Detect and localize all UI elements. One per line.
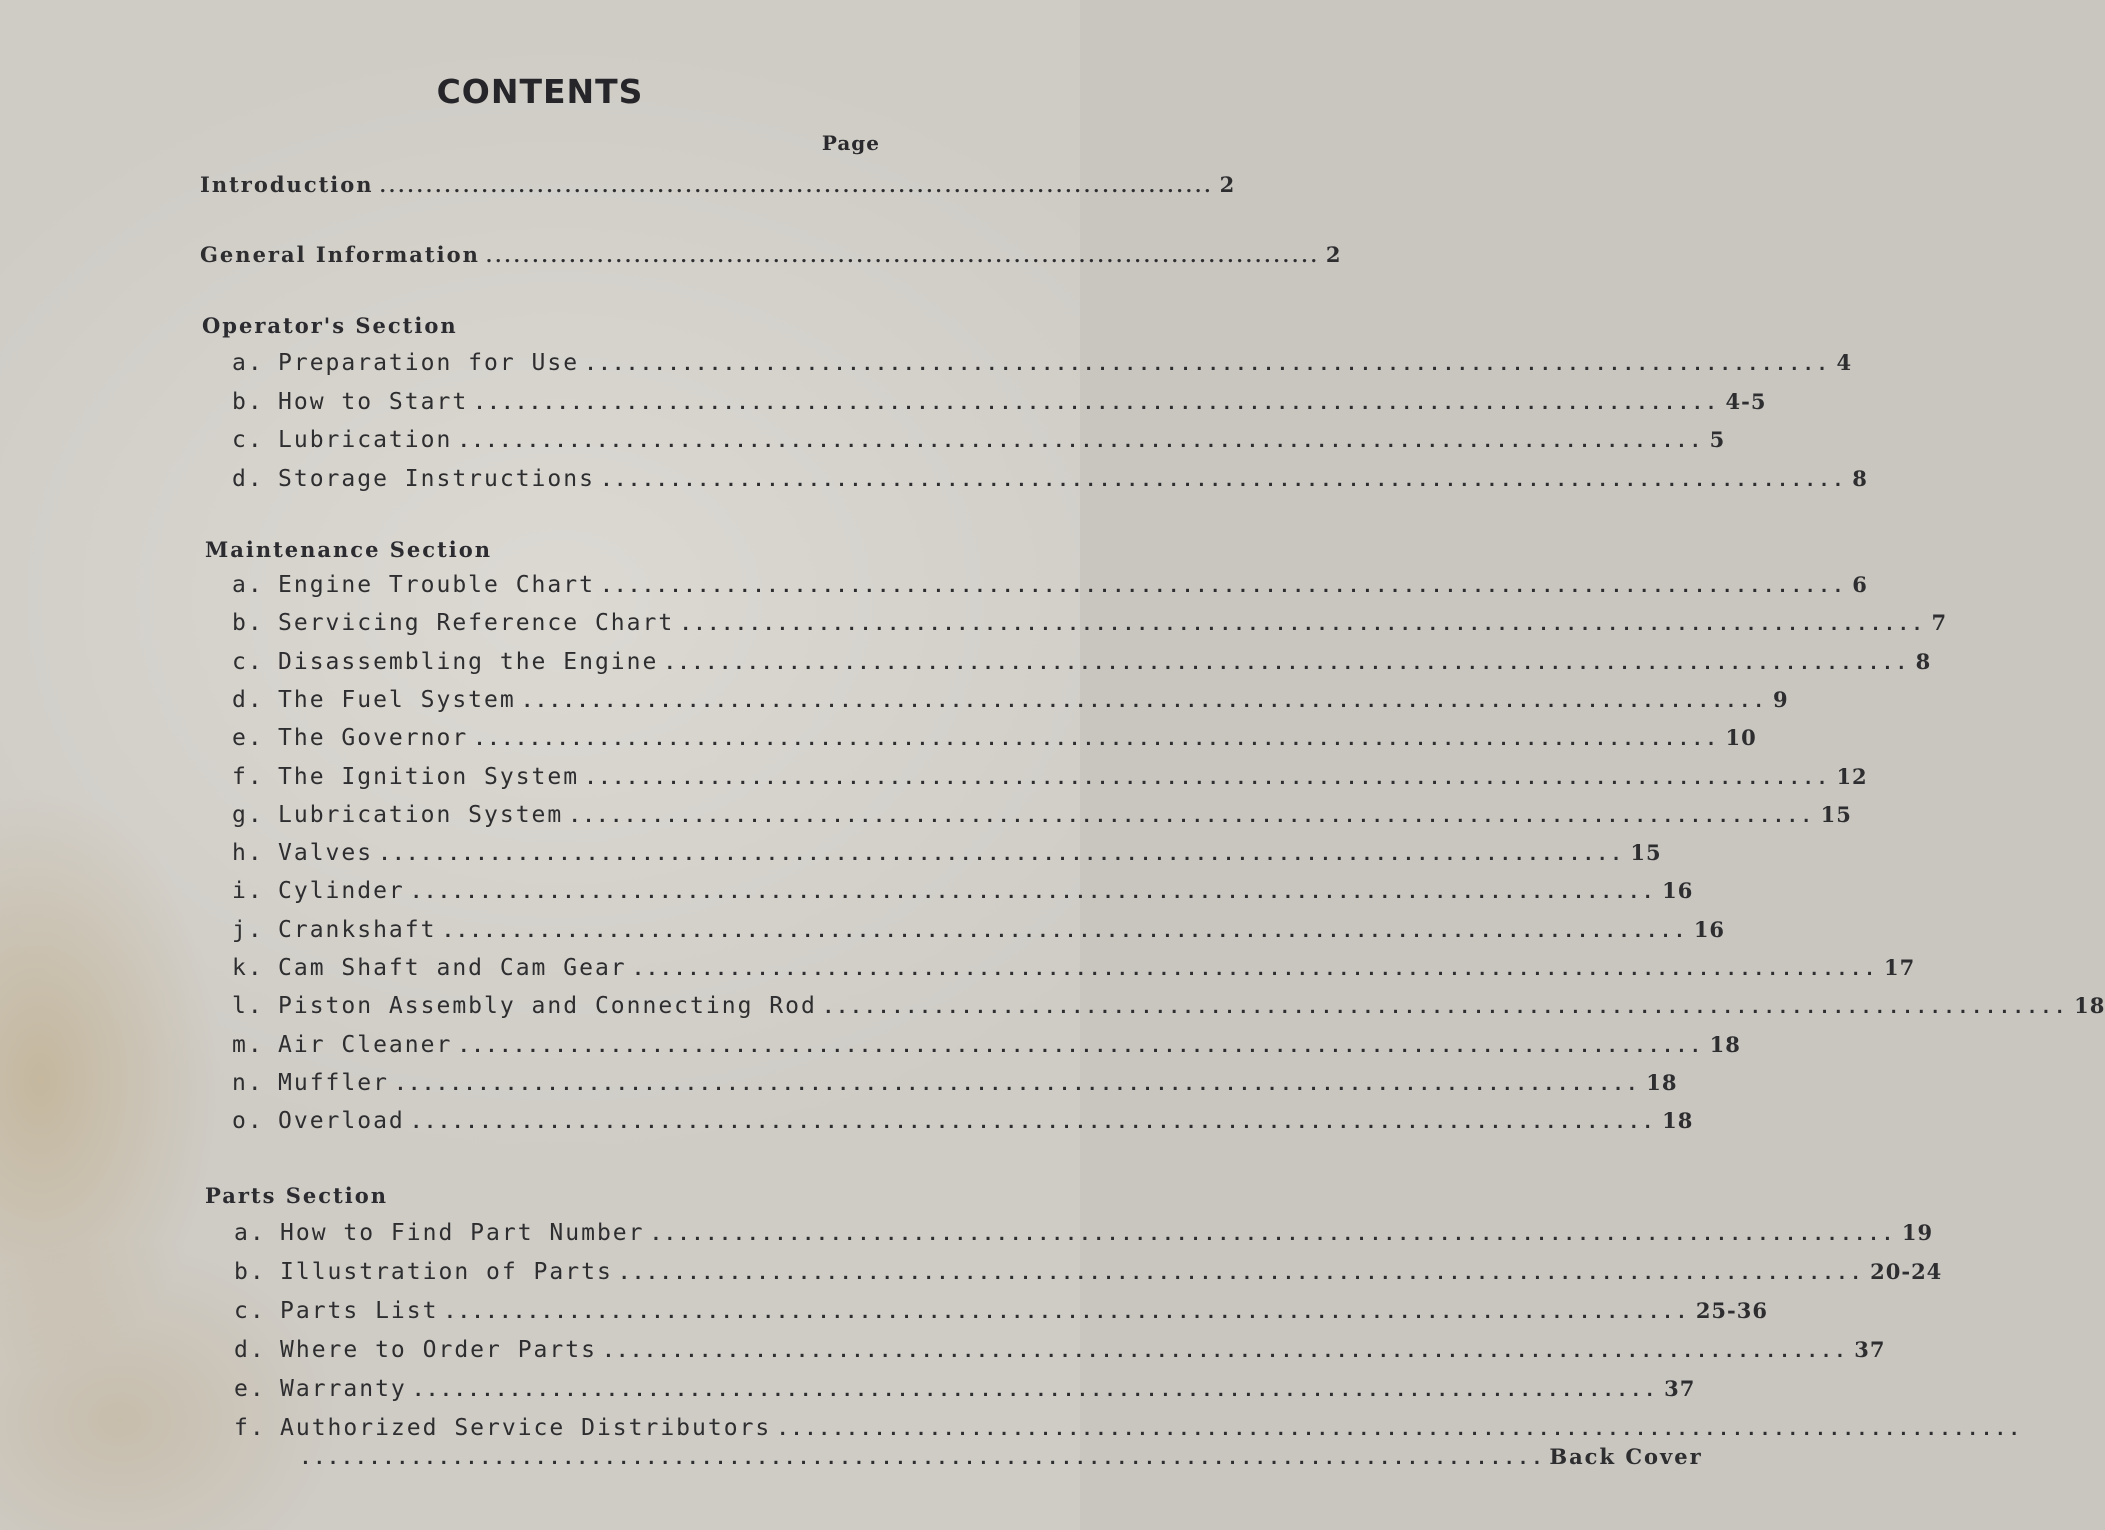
toc-entry [232,725,1757,752]
entry-page: 9 [1773,686,1789,712]
entry-label: Warranty [280,1376,407,1402]
entry-page: 25-36 [1695,1298,1768,1323]
entry-page: 6 [1852,572,1868,597]
toc-entry [232,840,1662,867]
entry-page: 16 [1693,916,1726,942]
entry-page: 10 [1725,725,1757,751]
entry-label: General Information [200,242,480,267]
entry-label: Authorized Service Distributors [280,1415,772,1441]
entry-label: Storage Instructions [278,465,595,492]
toc-entry [232,648,1932,675]
dot-leader: .......................................................................................... [600,576,1847,597]
entry-label: Valves [278,840,374,867]
entry-letter: b. [232,610,264,637]
entry-letter: b. [232,388,264,415]
toc-entry [234,1298,1768,1324]
entry-letter: e. [234,1376,266,1402]
dot-leader: .......................................................................................... [664,652,1910,674]
entry-page: 15 [1630,840,1662,866]
dot-leader: .......................................................................................... [458,1035,1704,1057]
toc-entry [232,572,1868,598]
entry-label: Muffler [278,1069,389,1096]
dot-leader: .......................................................................................... [410,1112,1657,1134]
entry-label: Where to Order Parts [280,1337,597,1363]
entry-label: The Governor [278,725,469,752]
section-heading-parts: Parts Section [205,1183,388,1208]
page-title: CONTENTS [436,72,644,111]
entry-label: Disassembling the Engine [278,648,659,675]
entry-page: 20-24 [1870,1259,1943,1284]
entry-page: 5 [1709,427,1726,452]
entry-label: Lubrication System [278,801,564,828]
toc-entry-general-information [200,242,1342,267]
dot-leader: .......................................................................................... [458,431,1704,452]
dot-leader: .......................................................................................... [602,1341,1849,1362]
entry-letter: h. [232,840,264,867]
entry-page: 4 [1836,350,1853,375]
toc-entry [234,1337,1886,1363]
entry-page: 37 [1664,1376,1696,1401]
entry-page: 8 [1852,465,1868,491]
dot-leader: .......................................................................................... [600,469,1847,491]
toc-entry [234,1259,1943,1285]
entry-letter: c. [234,1298,266,1324]
entry-label: Preparation for Use [278,350,580,376]
entry-page: 8 [1915,648,1932,674]
dot-leader: .......................................................................................... [474,729,1720,751]
entry-page: Back Cover [1549,1444,1703,1469]
entry-page: 2 [1325,242,1342,267]
entry-label: The Ignition System [278,763,580,790]
entry-letter: d. [232,686,264,713]
dot-leader: .......................................................................................... [585,354,1831,375]
toc-entry [232,427,1726,453]
dot-leader: .......................................................................................... [569,805,1815,827]
entry-letter: a. [234,1220,266,1246]
dot-leader: .......................................................................................... [618,1263,1865,1284]
dot-leader: .......................................................................................... [379,176,1214,197]
dot-leader: .......................................................................................... [585,767,1831,789]
dot-leader: .......................................................................................... [822,997,2069,1019]
entry-label: Crankshaft [278,916,437,943]
dot-leader: .......................................................................................... [300,1448,1546,1469]
entry-page: 18 [2074,993,2105,1019]
entry-label: Servicing Reference Chart [278,610,675,637]
entry-label: Air Cleaner [278,1031,453,1058]
section-heading-operator: Operator's Section [202,313,458,338]
entry-label: Parts List [280,1298,439,1324]
entry-page: 19 [1901,1220,1934,1245]
page-column-header: Page [821,131,880,155]
entry-page: 37 [1854,1337,1886,1362]
toc-entry [232,916,1726,943]
toc-entry [232,993,2105,1020]
entry-label: Illustration of Parts [280,1259,613,1285]
dot-leader: .......................................................................................... [394,1073,1641,1095]
entry-letter: d. [234,1337,266,1363]
entry-letter: o. [232,1108,264,1135]
entry-page: 18 [1662,1108,1694,1134]
toc-entry [234,1220,1934,1246]
toc-entry [232,763,1868,790]
entry-letter: g. [232,801,264,828]
toc-entry-introduction [200,172,1236,197]
dot-leader: .......................................................................................... [474,392,1720,414]
toc-entry [232,878,1694,905]
toc-entry [232,350,1853,376]
entry-page: 4-5 [1725,388,1767,414]
dot-leader: .......................................................................................... [521,690,1768,712]
entry-letter: c. [232,648,264,675]
entry-page: 18 [1709,1031,1741,1057]
entry-label: Overload [278,1108,405,1135]
toc-entry [232,610,1948,637]
section-heading-maintenance: Maintenance Section [205,537,493,562]
toc-entry [232,1069,1678,1096]
toc-entry [232,686,1789,713]
entry-page: 12 [1836,763,1868,789]
entry-label: Piston Assembly and Connecting Rod [278,993,817,1020]
entry-letter: l. [232,993,264,1020]
dot-leader: .......................................................................................... [410,882,1657,904]
entry-letter: n. [232,1069,264,1096]
entry-page: 17 [1883,955,1916,980]
dot-leader: .......................................................................................... [442,920,1688,942]
dot-leader: .......................................................................................... [379,844,1625,866]
entry-letter: d. [232,465,264,492]
entry-label: Cam Shaft and Cam Gear [278,955,627,981]
entry-page: 16 [1662,878,1694,904]
entry-letter: i. [232,878,264,905]
entry-letter: a. [232,572,264,598]
entry-label: Cylinder [278,878,405,905]
dot-leader: .......................................................................................... [632,959,1878,980]
dot-leader: .......................................................................................... [777,1419,2023,1440]
entry-page: 2 [1219,172,1236,197]
toc-entry [232,1108,1694,1135]
toc-entry [232,465,1868,492]
entry-label: How to Find Part Number [280,1220,645,1246]
entry-letter: b. [234,1259,266,1285]
entry-page: 18 [1646,1069,1678,1095]
entry-letter: e. [232,725,264,752]
dot-leader: .......................................................................................... [444,1302,1690,1323]
entry-letter: j. [232,916,264,943]
entry-label: Lubrication [278,427,453,453]
entry-page: 7 [1931,610,1948,636]
toc-entry [232,1031,1741,1058]
entry-letter: a. [232,350,264,376]
toc-entry [232,388,1767,415]
dot-leader: .......................................................................................... [485,246,1320,267]
dot-leader: .......................................................................................... [650,1224,1896,1245]
entry-letter: k. [232,955,264,981]
entry-letter: f. [234,1415,266,1441]
toc-entry [234,1376,1696,1402]
entry-page: 15 [1820,801,1852,827]
entry-letter: m. [232,1031,264,1058]
dot-leader: .......................................................................................... [680,614,1926,636]
toc-entry [234,1415,2023,1441]
entry-letter: f. [232,763,264,790]
dot-leader: .......................................................................................... [412,1380,1659,1401]
entry-letter: c. [232,427,264,453]
entry-label: How to Start [278,388,469,415]
toc-entry [232,955,1916,981]
entry-label: The Fuel System [278,686,516,713]
toc-entry [232,801,1852,828]
entry-label: Engine Trouble Chart [278,572,595,598]
back-cover-continuation [300,1444,1703,1469]
entry-label: Introduction [200,172,374,197]
